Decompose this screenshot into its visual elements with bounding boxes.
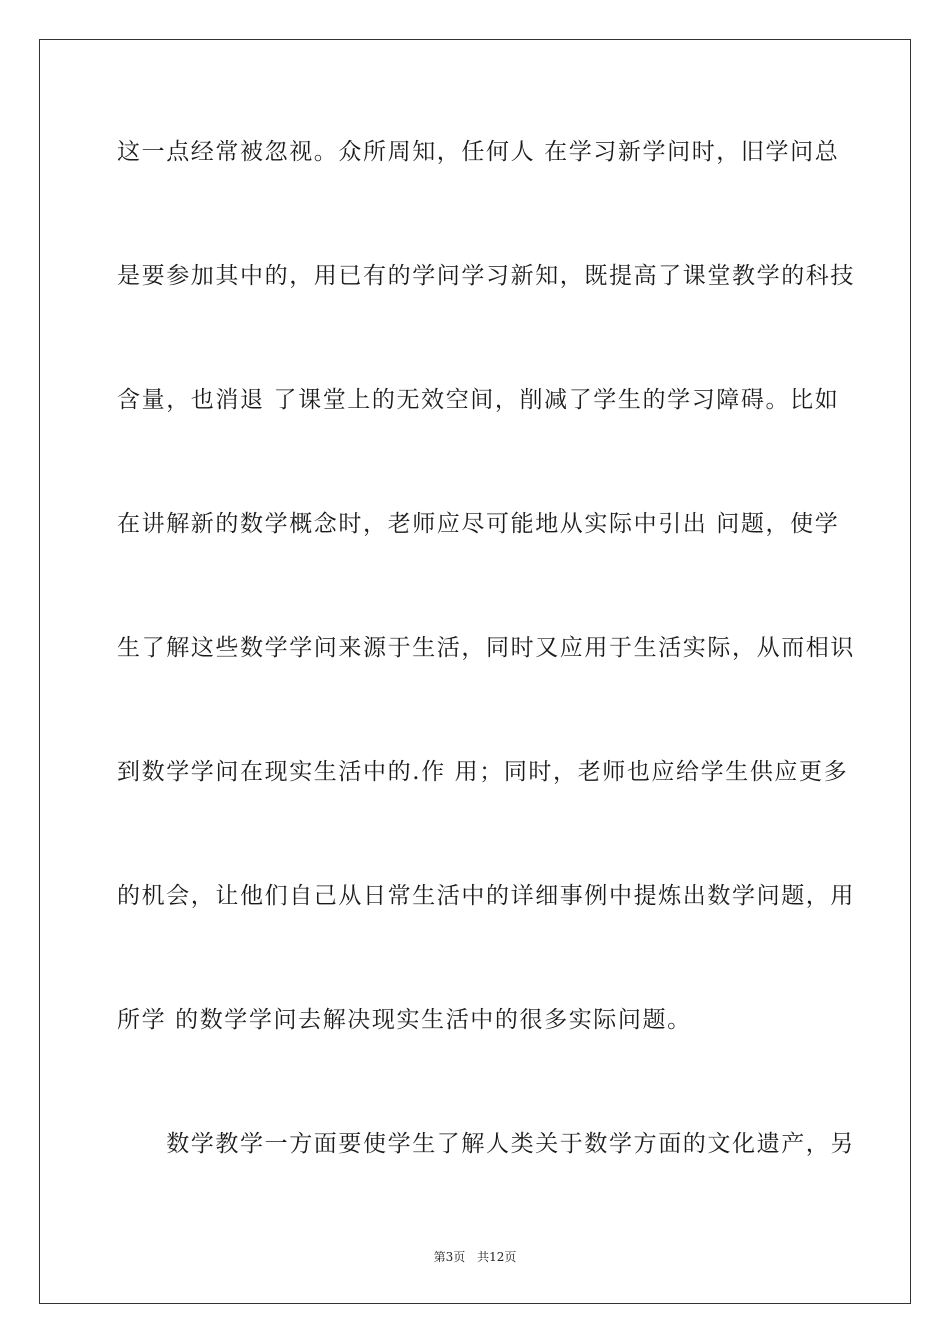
body-text-line-8: 所学 的数学学问去解决现实生活中的很多实际问题。 xyxy=(117,1007,692,1033)
total-pages: 共12页 xyxy=(477,1250,517,1264)
body-text-line-5: 生了解这些数学学问来源于生活，同时又应用于生活实际，从而相识 xyxy=(117,635,855,661)
body-text-line-4: 在讲解新的数学概念时，老师应尽可能地从实际中引出 问题，使学 xyxy=(117,511,840,537)
body-text-line-1: 这一点经常被忽视。众所周知，任何人 在学习新学问时，旧学问总 xyxy=(117,139,840,165)
body-text-line-3: 含量，也消退 了课堂上的无效空间，削减了学生的学习障碍。比如 xyxy=(117,387,840,413)
body-text-line-6: 到数学学问在现实生活中的.作 用；同时，老师也应给学生供应更多 xyxy=(117,759,849,785)
body-text-line-9: 数学教学一方面要使学生了解人类关于数学方面的文化遗产，另 xyxy=(117,1131,855,1157)
page-footer xyxy=(0,1248,950,1265)
page-border xyxy=(39,39,911,1304)
body-text-line-2: 是要参加其中的，用已有的学问学习新知，既提高了课堂教学的科技 xyxy=(117,263,855,289)
page-number: 第3页 xyxy=(433,1250,466,1264)
body-text-line-7: 的机会，让他们自己从日常生活中的详细事例中提炼出数学问题，用 xyxy=(117,883,855,909)
